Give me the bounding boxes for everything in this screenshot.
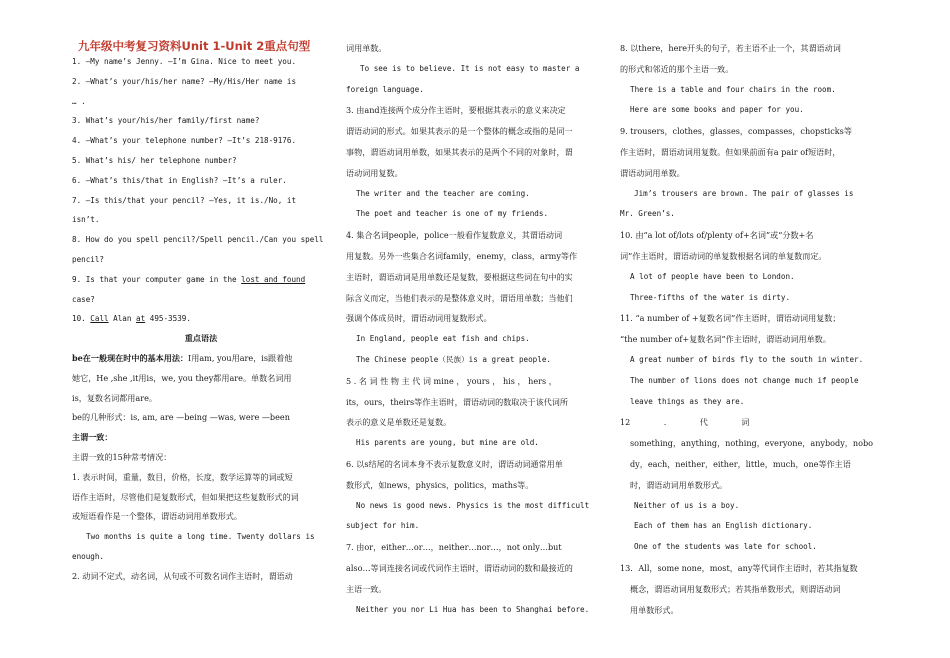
agreement-heading: 主谓一致： bbox=[72, 432, 113, 443]
rule-5-example: His parents are young, but mine are old. bbox=[356, 438, 539, 448]
sentence-2-cont: … . bbox=[72, 96, 86, 106]
rule-7-line-3: 主语一致。 bbox=[346, 583, 387, 594]
sentence-4: 4. —What’s your telephone number? —It’s 218-9176. bbox=[72, 136, 297, 146]
rule-1-line-2: 语作主语时，尽管他们是复数形式，但如果把这些复数形式的词 bbox=[72, 491, 299, 502]
rule-9-example: Jim’s trousers are brown. The pair of glasses is bbox=[634, 188, 854, 198]
sentence-9 bbox=[72, 270, 330, 290]
sentence-7-cont: isn’t. bbox=[72, 215, 100, 225]
rule-8-line-2: 的形式和邻近的那个主语一致。 bbox=[620, 63, 734, 74]
be-rule-line-2: 她它，He ,she ,it用is，we, you they都用are。单数名词用 bbox=[72, 372, 292, 383]
rule-6-example: No news is good news. Physics is the most difficult bbox=[356, 500, 590, 510]
rule-11-example-2: The number of lions does not change much if people bbox=[630, 375, 859, 385]
sentence-7: 7. —Is this/that your pencil? —Yes, it is./No, it bbox=[72, 195, 297, 205]
rule-7-line-1: 7. 由or，either…or…，neither…nor…，not only…but bbox=[346, 542, 562, 553]
rule-3-line-4: 语动词用复数。 bbox=[346, 167, 403, 178]
rule-3-line-1: 3. 由and连接两个成分作主语时，要根据其表示的意义来决定 bbox=[346, 105, 566, 116]
rule-3-line-2: 谓语动词的形式。如果其表示的是一个整体的概念或指的是同一 bbox=[346, 126, 573, 137]
sentence-10-underline-at: at bbox=[136, 314, 146, 324]
rule-7-line-2: also…等词连接名词或代词作主语时，谓语动词的数和最接近的 bbox=[346, 562, 573, 573]
sentence-10-phone: 495-3539. bbox=[145, 314, 191, 324]
sentence-9-underline: lost and found bbox=[241, 274, 306, 284]
be-rule-line-3: is，复数名词都用are。 bbox=[72, 392, 157, 403]
rule-10-example-1: A lot of people have been to London. bbox=[630, 271, 795, 281]
rule-13-line-2: 概念，谓语动词用复数形式；若其指单数形式，则谓语动词 bbox=[630, 583, 841, 594]
rule-5-line-2: its，ours，theirs等作主语时，谓语动词的数取决于该代词所 bbox=[346, 396, 568, 407]
sentence-10-num: 10. bbox=[72, 314, 91, 324]
rule-4-line-1: 4. 集合名词people，police一般看作复数意义，其谓语动词 bbox=[346, 230, 563, 241]
rule-12-line-2: something，anything，nothing，everyone，anybody，nobo bbox=[630, 438, 874, 449]
sentence-6: 6. —What’s this/that in English? —It’s a ruler. bbox=[72, 175, 287, 185]
column-left bbox=[72, 52, 330, 587]
sentence-2: 2. —What’s your/his/her name? —My/His/Her name is bbox=[72, 76, 297, 86]
sentence-3: 3. What’s your/his/her family/first name? bbox=[72, 116, 260, 126]
sentence-8-cont: pencil? bbox=[72, 254, 105, 264]
rule-5-line-3: 表示的意义是单数还是复数。 bbox=[346, 417, 452, 428]
rule-1-example-cont: enough. bbox=[72, 551, 105, 561]
rule-4-line-5: 强调个体成员时，谓语动词用复数形式。 bbox=[346, 313, 492, 324]
rule-12-example-3: One of the students was late for school. bbox=[634, 542, 817, 552]
rule-13-line-1: 13．All，some none，most，any等代词作主语时，若其指复数 bbox=[620, 562, 858, 573]
rule-4-line-3: 主语时，谓语动词是用单数还是复数，要根据这些词在句中的实 bbox=[346, 271, 573, 282]
rule-1-line-1: 1. 表示时间，重量，数目，价格，长度，数学运算等的词或短 bbox=[72, 471, 293, 482]
rule-12-line-3: dy，each，neither，either，little，much，one等作主语 bbox=[630, 458, 851, 469]
rule-12-line-1: 12 . 代 词 bbox=[620, 417, 750, 428]
rule-10-line-2: 词”作主语时，谓语动词的单复数根据名词的单复数而定。 bbox=[620, 250, 827, 261]
rule-1-example: Two months is quite a long time. Twenty dollars is bbox=[86, 532, 315, 542]
rule-4-example-1: In England, people eat fish and chips. bbox=[356, 334, 530, 344]
rule-12-example-1: Neither of us is a boy. bbox=[634, 500, 740, 510]
rule-11-line-2: “the number of+复数名词”作主语时，谓语动词用单数。 bbox=[620, 334, 831, 345]
rule-12-line-4: 时，谓语动词用单数形式。 bbox=[630, 479, 728, 490]
rule-10-line-1: 10. 由“a lot of/lots of/plenty of+名词”或“分数+名 bbox=[620, 230, 814, 241]
rule-1-line-3: 或短语看作是一个整体，谓语动词用单数形式。 bbox=[72, 511, 242, 522]
rule-7-example: Neither you nor Li Hua has been to Shanghai before. bbox=[356, 604, 590, 614]
rule-9-example-cont: Mr. Green’s. bbox=[620, 209, 675, 219]
rule-2-line-1: 2. 动词不定式，动名词，从句或不可数名词作主语时，谓语动 bbox=[72, 570, 293, 581]
be-rule-label: be在一般现在时中的基本用法： bbox=[72, 352, 189, 363]
be-rule-text: I用am, you用are，is跟着他 bbox=[188, 352, 293, 363]
rule-9-line-2: 作主语时，谓语动词用复数。但如果前面有a pair of短语时， bbox=[620, 146, 841, 157]
sentence-9-cont: case? bbox=[72, 294, 95, 304]
rule-6-example-cont: subject for him. bbox=[346, 521, 420, 531]
rule-2-example-cont: foreign language. bbox=[346, 84, 424, 94]
rule-9-line-1: 9. trousers，clothes，glasses，compasses，chopsticks等 bbox=[620, 126, 852, 137]
rule-4-example-2: The Chinese people（民族）is a great people. bbox=[356, 354, 551, 364]
sentence-10-underline-call: Call bbox=[90, 314, 109, 324]
rule-5-line-1: 5 . 名 词 性 物 主 代 词 mine ， yours ， his ， hers ， bbox=[346, 375, 557, 386]
rule-2-line-2: 词用单数。 bbox=[346, 43, 387, 53]
rule-13-line-3: 用单数形式。 bbox=[630, 604, 679, 615]
rule-10-example-2: Three-fifths of the water is dirty. bbox=[630, 292, 791, 302]
rule-11-example-1: A great number of birds fly to the south in winter. bbox=[630, 354, 864, 364]
column-middle bbox=[346, 38, 604, 620]
rule-8-line-1: 8. 以there，here开头的句子，若主语不止一个，其谓语动词 bbox=[620, 43, 841, 53]
agreement-intro: 主谓一致的15种常考情况： bbox=[72, 451, 172, 462]
sentence-1: 1. —My name’s Jenny. —I’m Gina. Nice to meet you. bbox=[72, 57, 297, 66]
column-right bbox=[620, 38, 878, 620]
rule-4-line-4: 际含义而定，当他们表示的是整体意义时，谓语用单数；当他们 bbox=[346, 292, 573, 303]
rule-12-example-2: Each of them has an English dictionary. bbox=[634, 521, 813, 531]
rule-9-line-3: 谓语动词用单数。 bbox=[620, 167, 685, 178]
rule-11-line-1: 11. “a number of +复数名词”作主语时，谓语动词用复数； bbox=[620, 313, 841, 324]
rule-6-line-2: 数形式，如news，physics，politics，maths等。 bbox=[346, 479, 534, 490]
rule-8-example-1: There is a table and four chairs in the room. bbox=[630, 84, 836, 94]
sentence-9-text: 9. Is that your computer game in the bbox=[72, 274, 242, 284]
sentence-10-text: Alan bbox=[108, 314, 137, 324]
grammar-heading: 重点语法 bbox=[184, 333, 218, 344]
sentence-8: 8. How do you spell pencil?/Spell pencil./Can you spell bbox=[72, 235, 324, 245]
rule-4-line-2: 用复数。另外一些集合名词family，enemy，class，army等作 bbox=[346, 250, 578, 261]
rule-3-line-3: 事物，谓语动词用单数，如果其表示的是两个不同的对象时，谓 bbox=[346, 146, 573, 157]
rule-3-example-2: The poet and teacher is one of my friends. bbox=[356, 209, 549, 219]
rule-6-line-1: 6. 以s结尾的名词本身不表示复数意义时，谓语动词通常用单 bbox=[346, 458, 563, 469]
sentence-5: 5. What’s his/ her telephone number? bbox=[72, 155, 237, 165]
sentence-10 bbox=[72, 309, 330, 329]
be-rule bbox=[72, 349, 330, 369]
be-forms: be的几种形式：is, am, are —being —was, were —been bbox=[72, 412, 290, 423]
rule-11-example-2-cont: leave things as they are. bbox=[630, 396, 745, 406]
document-title: 九年级中考复习资料Unit 1-Unit 2重点句型 bbox=[78, 39, 311, 53]
rule-2-example: To see is to believe. It is not easy to master a bbox=[360, 63, 580, 73]
rule-8-example-2: Here are some books and paper for you. bbox=[630, 105, 804, 115]
rule-3-example-1: The writer and the teacher are coming. bbox=[356, 188, 530, 198]
